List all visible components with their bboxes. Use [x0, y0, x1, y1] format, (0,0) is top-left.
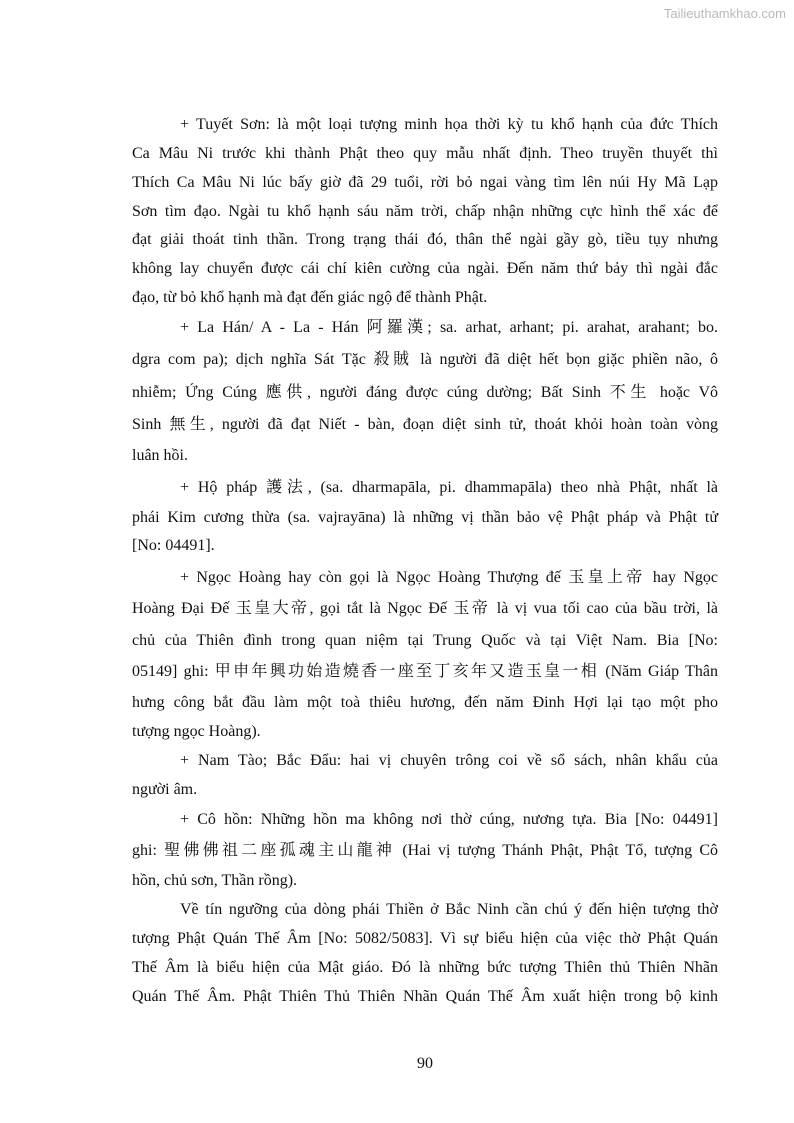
text-line: hồn, chủ sơn, Thần rồng). [132, 872, 298, 889]
text-line: Sinh 無生, người đã đạt Niết - bàn, đoạn diệt sinh tử, thoát khỏi hoàn toàn vòng [132, 416, 718, 433]
text-line: hưng công bắt đầu làm một toà thiêu hương, đến năm Đinh Hợi lại tạo một pho [132, 694, 718, 711]
text-line: + Cô hồn: Những hồn ma không nơi thờ cúng, nương tựa. Bia [No: 04491] [180, 811, 718, 828]
text-line: không lay chuyển được cái chí kiên cường của ngài. Đến năm thứ bảy thì ngài đắc [132, 260, 718, 277]
text-line: chủ của Thiên đình trong quan niệm tại Trung Quốc và tại Việt Nam. Bia [No: [132, 632, 718, 649]
text-line: Thích Ca Mâu Ni lúc bấy giờ đã 29 tuổi, rời bỏ ngai vàng tìm lên núi Hy Mã Lạp [132, 174, 718, 191]
watermark: Tailieuthamkhao.com [663, 6, 786, 21]
text-line: + Tuyết Sơn: là một loại tượng minh họa thời kỳ tu khổ hạnh của đức Thích [180, 116, 718, 133]
text-line: Về tín ngưỡng của dòng phái Thiền ở Bắc Ninh cần chú ý đến hiện tượng thờ [180, 901, 718, 918]
text-line: phái Kim cương thừa (sa. vajrayāna) là những vị thần bảo vệ Phật pháp và Phật tử [132, 509, 718, 526]
text-line: + Nam Tào; Bắc Đẩu: hai vị chuyên trông coi về sổ sách, nhân khẩu của [180, 752, 718, 769]
text-line: người âm. [132, 781, 198, 798]
text-line: dgra com pa); dịch nghĩa Sát Tặc 殺賊 là người đã diệt hết bọn giặc phiền não, ô [132, 351, 718, 368]
text-line: [No: 04491]. [132, 537, 215, 554]
text-line: tượng ngọc Hoàng). [132, 723, 261, 740]
page-number: 90 [417, 1055, 433, 1072]
text-line: luân hồi. [132, 447, 188, 464]
text-line: + La Hán/ A - La - Hán 阿羅漢; sa. arhat, arhant; pi. arahat, arahant; bo. [180, 319, 718, 336]
text-line: Ca Mâu Ni trước khi thành Phật theo quy mẫu nhất định. Theo truyền thuyết thì [132, 145, 718, 162]
text-line: Thế Âm là biểu hiện của Mật giáo. Đó là những bức tượng Thiên thủ Thiên Nhãn [132, 959, 718, 976]
text-line: + Ngọc Hoàng hay còn gọi là Ngọc Hoàng Thượng đế 玉皇上帝 hay Ngọc [180, 569, 718, 586]
text-line: ghi: 聖佛佛祖二座孤魂主山龍神 (Hai vị tượng Thánh Phật, Phật Tổ, tượng Cô [132, 842, 718, 859]
text-line: đạt giải thoát tinh thần. Trong trạng thái đó, thân thể ngài gầy gò, tiều tụy nhưng [132, 231, 718, 248]
text-line: Sơn tìm đạo. Ngài tu khổ hạnh sáu năm trời, chấp nhận những cực hình thể xác để [132, 203, 718, 220]
text-line: + Hộ pháp 護法, (sa. dharmapāla, pi. dhammapāla) theo nhà Phật, nhất là [180, 479, 718, 496]
text-line: đạo, từ bỏ khổ hạnh mà đạt đến giác ngộ để thành Phật. [132, 289, 488, 306]
text-line: Quán Thế Âm. Phật Thiên Thủ Thiên Nhãn Quán Thế Âm xuất hiện trong bộ kinh [132, 988, 718, 1005]
text-line: nhiễm; Ứng Cúng 應供, người đáng được cúng dường; Bất Sinh 不生 hoặc Vô [132, 384, 718, 401]
text-line: 05149] ghi: 甲申年興功始造燒香一座至丁亥年又造玉皇一相 (Năm Giáp Thân [132, 663, 718, 680]
text-line: Hoàng Đại Đế 玉皇大帝, gọi tắt là Ngọc Đế 玉帝 là vị vua tối cao của bầu trời, là [132, 600, 718, 617]
text-line: tượng Phật Quán Thế Âm [No: 5082/5083]. Vì sự biểu hiện của việc thờ Phật Quán [132, 930, 718, 947]
